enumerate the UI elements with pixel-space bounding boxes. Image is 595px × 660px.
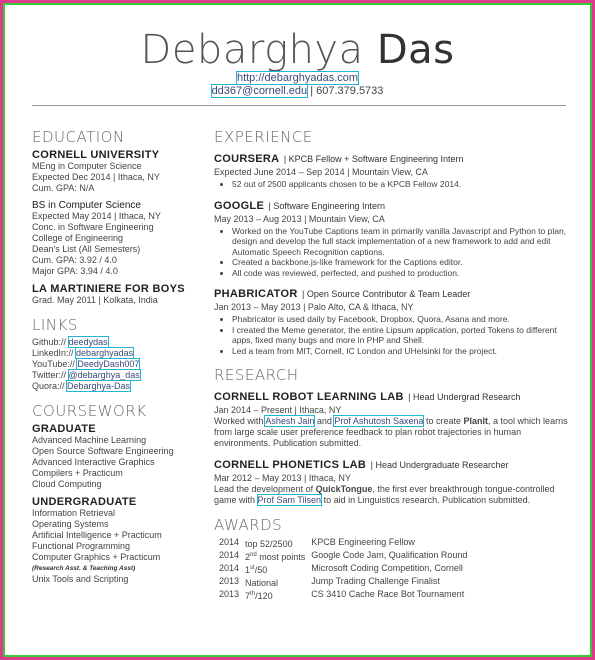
edu-line: Expected Dec 2014 | Ithaca, NY bbox=[32, 172, 160, 182]
quora-link[interactable]: Debarghya-Das bbox=[67, 381, 131, 391]
course-note: (Research Asst. & Teaching Asst) bbox=[32, 565, 136, 572]
link-github: Github:// deedydas bbox=[32, 337, 108, 347]
awards-heading: AWARDS bbox=[214, 516, 283, 534]
lab-meta: Mar 2012 – May 2013 | Ithaca, NY bbox=[214, 473, 351, 483]
course-item: Cloud Computing bbox=[32, 479, 102, 489]
job-role: | KPCB Fellow + Software Engineering Intern bbox=[283, 154, 464, 164]
job-bullet: • Phabricator is used daily by Facebook, Dropbox, Quora, Asana and more. bbox=[232, 314, 569, 325]
award-row: 2013 7th/120 CS 3410 Cache Race Bot Tournament bbox=[219, 589, 465, 601]
job-bullet: • 52 out of 2500 applicants chosen to be a KPCB Fellow 2014. bbox=[232, 179, 569, 190]
link-youtube: YouTube:// DeedyDash007 bbox=[32, 359, 140, 369]
undergraduate-heading: UNDERGRADUATE bbox=[32, 496, 137, 508]
lab-meta: Jan 2014 – Present | Ithaca, NY bbox=[214, 405, 342, 415]
job-bullet: • All code was reviewed, perfected, and pushed to production. bbox=[232, 268, 569, 279]
edu-line: Grad. May 2011 | Kolkata, India bbox=[32, 295, 158, 305]
job-coursera bbox=[214, 149, 569, 190]
lab-name: CORNELL PHONETICS LAB bbox=[214, 459, 367, 471]
company-name: PHABRICATOR bbox=[214, 288, 298, 300]
school-cornell: CORNELL UNIVERSITY bbox=[32, 149, 160, 161]
course-item: Open Source Software Engineering bbox=[32, 446, 174, 456]
youtube-link[interactable]: DeedyDash007 bbox=[77, 359, 140, 369]
job-bullet: • Worked on the YouTube Captions team in primarily vanilla Javascript and Python to plan, design and develop the full stack implementation of a new framework to add and edit Automatic Speech Recognition captions. bbox=[232, 226, 569, 258]
edu-line: Major GPA: 3.94 / 4.0 bbox=[32, 266, 118, 276]
lab-description: Worked with Ashesh Jain and Prof Ashutosh Saxena to create PlanIt, a tool which learns from large scale user preference feedback to plan robot trajectories in human environments. Publication submitted. bbox=[214, 416, 568, 448]
phone-number: 607.379.5733 bbox=[316, 85, 384, 97]
edu-line: Cum. GPA: 3.92 / 4.0 bbox=[32, 255, 117, 265]
resume-name bbox=[0, 27, 595, 73]
left-column bbox=[32, 128, 208, 585]
experience-heading: EXPERIENCE bbox=[214, 128, 313, 146]
github-link[interactable]: deedydas bbox=[68, 337, 108, 347]
awards-table bbox=[219, 537, 473, 602]
course-item: Compilers + Practicum bbox=[32, 468, 123, 478]
company-name: GOOGLE bbox=[214, 199, 265, 212]
lab-role: | Head Undergraduate Researcher bbox=[370, 460, 509, 470]
header-divider bbox=[32, 105, 566, 106]
right-column bbox=[214, 128, 569, 602]
course-item: Functional Programming bbox=[32, 541, 131, 551]
job-bullet: • Led a team from MIT, Cornell, IC London and UHelsinki for the project. bbox=[232, 346, 569, 357]
edu-line: Expected May 2014 | Ithaca, NY bbox=[32, 211, 161, 221]
email-link[interactable]: dd367@cornell.edu bbox=[211, 85, 308, 97]
last-name: Das bbox=[376, 27, 455, 73]
job-meta: Jan 2013 – May 2013 | Palo Alto, CA & Ithaca, NY bbox=[214, 302, 414, 312]
lab-description: Lead the development of QuickTongue, the first ever breakthrough tongue-controlled game with Prof Sam Tilsen to aid in Linguistics research. Publication submitted. bbox=[214, 484, 555, 505]
award-row: 2013 National Jump Trading Challenge Finalist bbox=[219, 576, 440, 588]
link-linkedin: LinkedIn:// debarghyadas bbox=[32, 348, 134, 358]
edu-line: College of Engineering bbox=[32, 233, 124, 243]
award-row: 2014 top 52/2500 KPCB Engineering Fellow bbox=[219, 537, 415, 549]
course-item: Advanced Machine Learning bbox=[32, 435, 147, 445]
job-google bbox=[214, 196, 569, 279]
award-row: 2014 1st/50 Microsoft Coding Competition, Cornell bbox=[219, 563, 463, 575]
job-meta: May 2013 – Aug 2013 | Mountain View, CA bbox=[214, 213, 385, 224]
twitter-link[interactable]: @debarghya_das bbox=[68, 370, 140, 380]
link-twitter: Twitter:// @debarghya_das bbox=[32, 370, 140, 380]
education-heading: EDUCATION bbox=[32, 128, 125, 146]
job-bullet: • I created the Meme generator, the entire Lipsum application, ported Tokens to different apps, fixed many bugs and more in PHP and Shell. bbox=[232, 325, 569, 346]
degree-meng: MEng in Computer Science bbox=[32, 161, 142, 171]
school-la-martiniere: LA MARTINIERE FOR BOYS bbox=[32, 283, 185, 295]
award-row: 2014 2nd most points Google Code Jam, Qualification Round bbox=[219, 550, 468, 562]
contact-line-2 bbox=[0, 85, 595, 97]
degree-bs: BS in Computer Science bbox=[32, 200, 141, 211]
research-heading: RESEARCH bbox=[214, 366, 299, 384]
link-quora: Quora:// Debarghya-Das bbox=[32, 381, 131, 391]
lab-name: CORNELL ROBOT LEARNING LAB bbox=[214, 391, 404, 403]
job-phabricator bbox=[214, 284, 569, 356]
ashesh-jain-link[interactable]: Ashesh Jain bbox=[265, 416, 315, 426]
website-link[interactable]: http://debarghyadas.com bbox=[236, 72, 359, 84]
job-meta: Expected June 2014 – Sep 2014 | Mountain View, CA bbox=[214, 167, 428, 177]
job-bullet: • Created a backbone.js-like framework for the Captions editor. bbox=[232, 257, 569, 268]
course-item: Advanced Interactive Graphics bbox=[32, 457, 155, 467]
edu-line: Dean's List (All Semesters) bbox=[32, 244, 141, 254]
company-name: COURSERA bbox=[214, 153, 280, 165]
course-item: Unix Tools and Scripting bbox=[32, 574, 129, 584]
graduate-heading: GRADUATE bbox=[32, 423, 96, 435]
tilsen-link[interactable]: Prof Sam Tilsen bbox=[257, 495, 322, 505]
course-item: Artificial Intelligence + Practicum bbox=[32, 530, 162, 540]
edu-line: Cum. GPA: N/A bbox=[32, 183, 95, 193]
lab-role: | Head Undergrad Research bbox=[408, 392, 521, 402]
research-robot-lab bbox=[214, 387, 569, 449]
first-name: Debarghya bbox=[140, 27, 364, 73]
course-item: Computer Graphics + Practicum bbox=[32, 552, 161, 562]
job-role: | Open Source Contributor & Team Leader bbox=[302, 289, 471, 299]
job-role: | Software Engineering Intern bbox=[268, 200, 385, 211]
saxena-link[interactable]: Prof Ashutosh Saxena bbox=[334, 416, 424, 426]
coursework-heading: COURSEWORK bbox=[32, 402, 147, 420]
links-heading: LINKS bbox=[32, 316, 78, 334]
course-item: Information Retrieval bbox=[32, 508, 116, 518]
research-phonetics-lab bbox=[214, 455, 569, 506]
contact-line-1 bbox=[0, 72, 595, 84]
course-item: Operating Systems bbox=[32, 519, 109, 529]
linkedin-link[interactable]: debarghyadas bbox=[76, 348, 134, 358]
contact-separator: | bbox=[310, 85, 314, 97]
edu-line: Conc. in Software Engineering bbox=[32, 222, 154, 232]
